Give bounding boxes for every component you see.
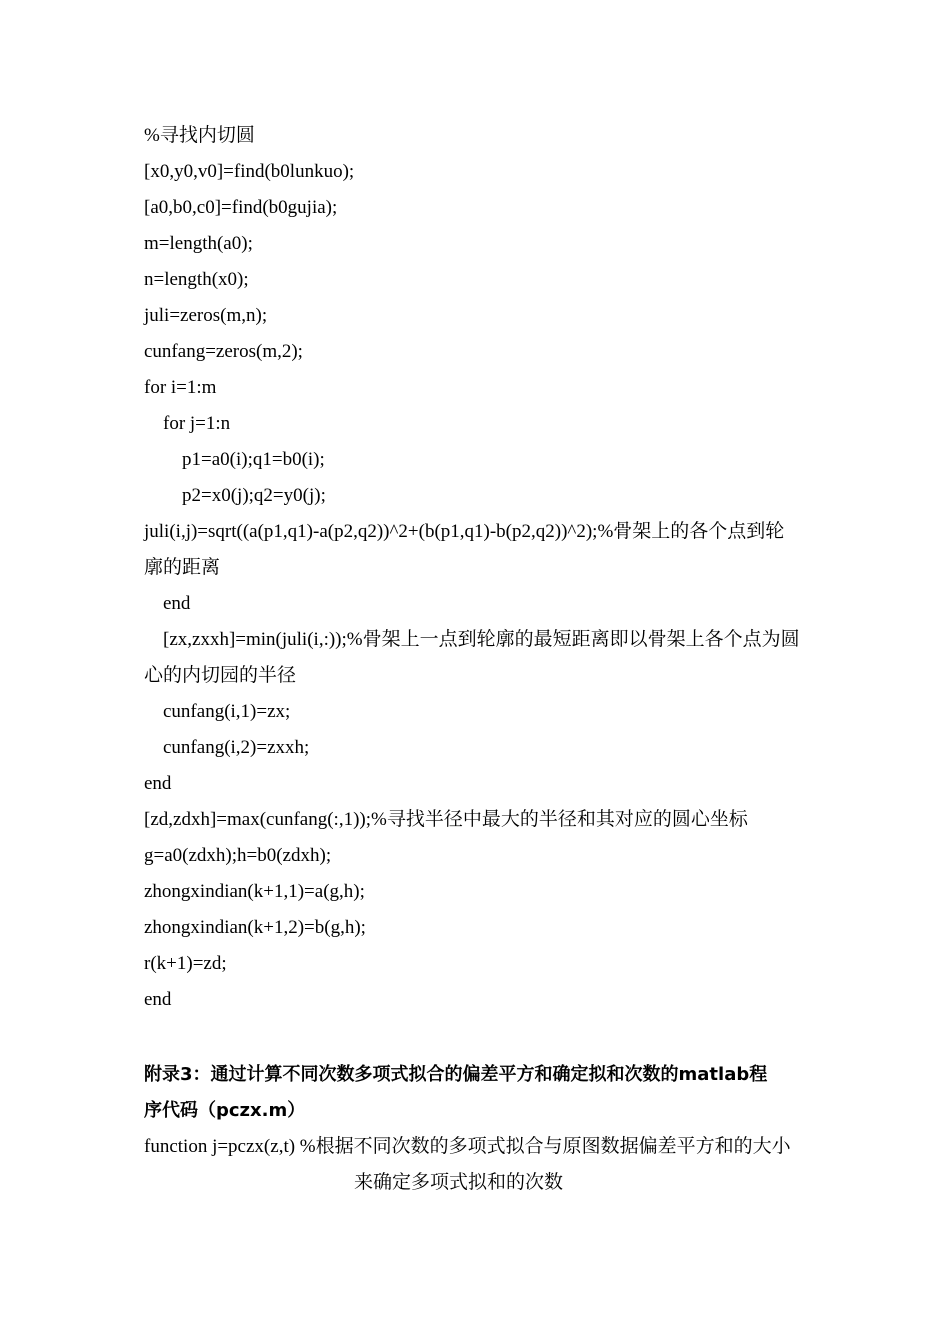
code-line: [x0,y0,v0]=find(b0lunkuo);	[144, 161, 355, 182]
code-line: p1=a0(i);q1=b0(i);	[182, 449, 325, 470]
appendix-heading-line2: 序代码（pczx.m）	[144, 1100, 306, 1121]
code-line-wrap: 心的内切园的半径	[144, 665, 297, 686]
code-line: end	[144, 989, 172, 1010]
code-line: g=a0(zdxh);h=b0(zdxh);	[144, 845, 332, 866]
code-line: m=length(a0);	[144, 233, 253, 254]
code-comment-find-incircle: %寻找内切圆	[144, 125, 255, 146]
code-line: cunfang(i,1)=zx;	[163, 701, 291, 722]
code-line: zhongxindian(k+1,1)=a(g,h);	[144, 881, 365, 902]
code-line: [a0,b0,c0]=find(b0gujia);	[144, 197, 338, 218]
function-signature	[144, 1129, 824, 1201]
function-line-continuation: 来确定多项式拟和的次数	[354, 1172, 564, 1193]
code-line: p2=x0(j);q2=y0(j);	[182, 485, 326, 506]
code-block	[144, 118, 824, 1018]
code-line: end	[144, 773, 172, 794]
code-line: juli(i,j)=sqrt((a(p1,q1)-a(p2,q2))^2+(b(p1,q1)-b(p2,q2))^2);%骨架上的各个点到轮	[144, 521, 785, 542]
code-line: [zx,zxxh]=min(juli(i,:));%骨架上一点到轮廓的最短距离即以骨架上各个点为圆	[163, 629, 800, 650]
code-line: for i=1:m	[144, 377, 217, 398]
code-line: r(k+1)=zd;	[144, 953, 227, 974]
code-line: for j=1:n	[163, 413, 231, 434]
code-line: [zd,zdxh]=max(cunfang(:,1));%寻找半径中最大的半径和其对应的圆心坐标	[144, 809, 748, 830]
code-line: zhongxindian(k+1,2)=b(g,h);	[144, 917, 366, 938]
code-line: n=length(x0);	[144, 269, 249, 290]
code-line: end	[163, 593, 191, 614]
code-line: cunfang(i,2)=zxxh;	[163, 737, 310, 758]
function-line: function j=pczx(z,t) %根据不同次数的多项式拟合与原图数据偏差平方和的大小	[144, 1136, 791, 1157]
appendix-heading	[144, 1057, 824, 1129]
code-line: juli=zeros(m,n);	[144, 305, 268, 326]
code-line-wrap: 廓的距离	[144, 557, 221, 578]
appendix-heading-line1: 附录3：通过计算不同次数多项式拟合的偏差平方和确定拟和次数的matlab程	[144, 1064, 768, 1085]
code-line: cunfang=zeros(m,2);	[144, 341, 303, 362]
